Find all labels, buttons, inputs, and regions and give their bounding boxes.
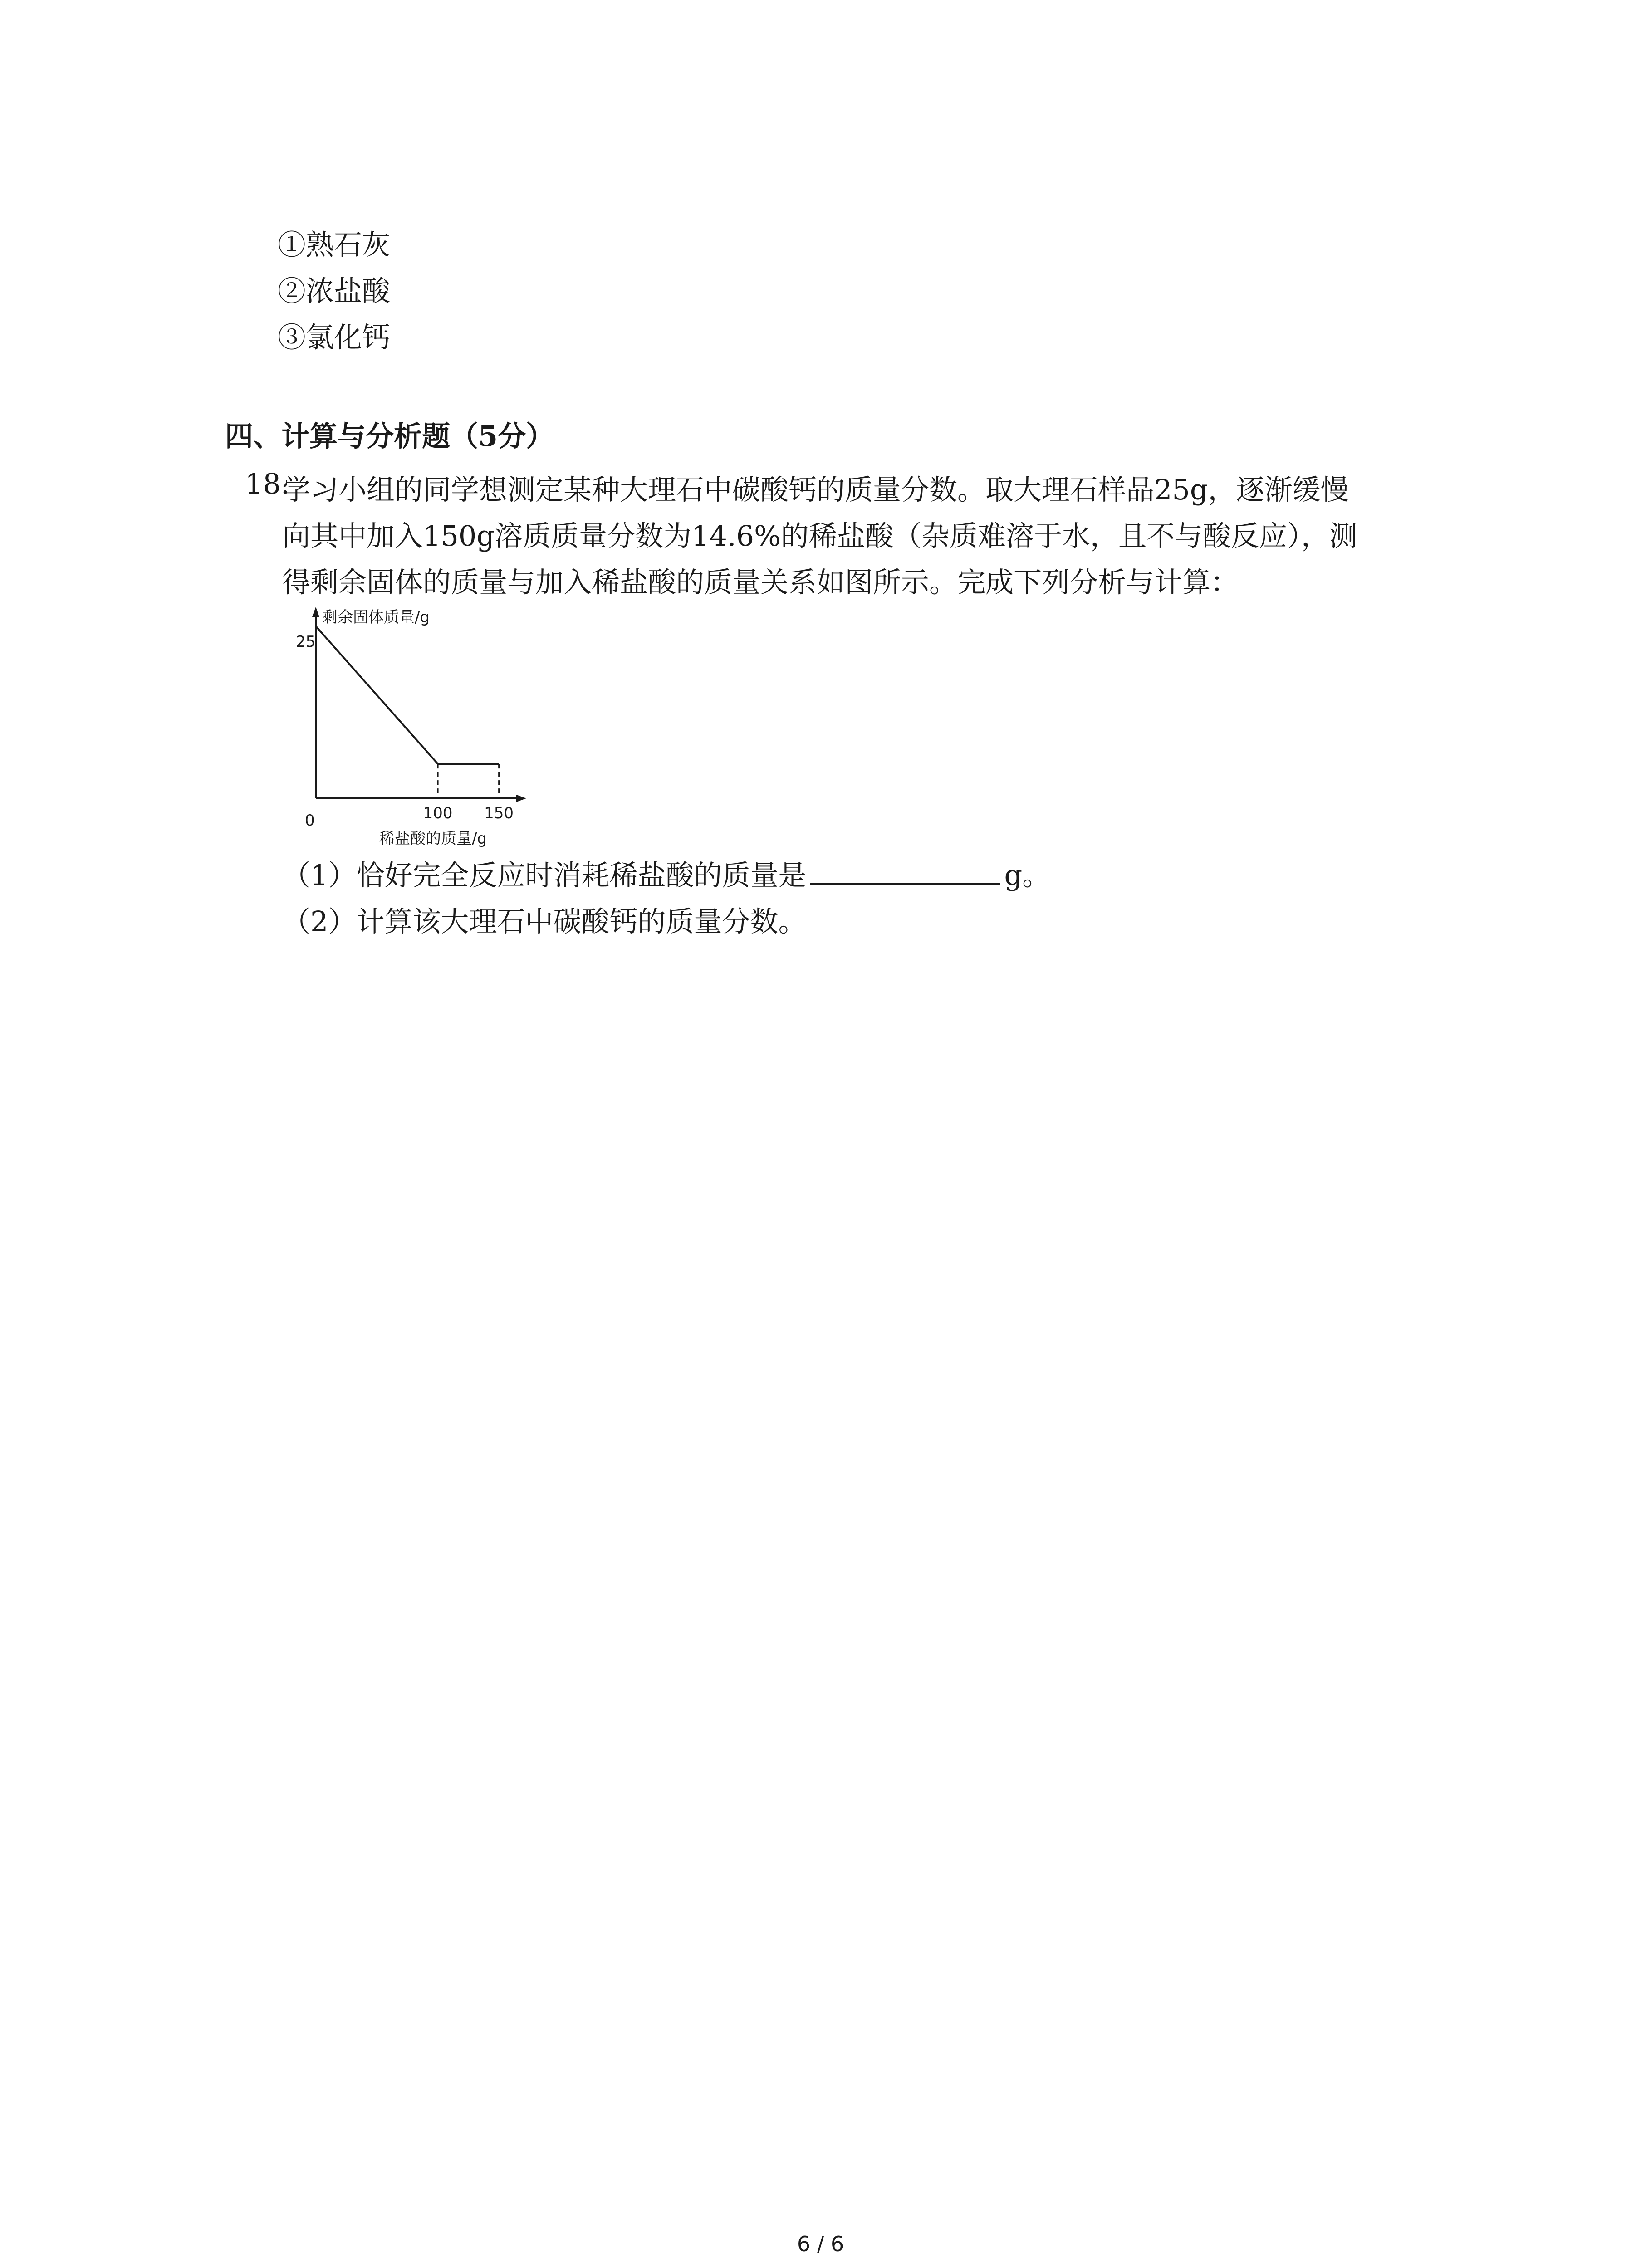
series-line (316, 626, 499, 764)
y-tick-label: 25 (296, 633, 316, 651)
question-line-1: 学习小组的同学想测定某种大理石中碳酸钙的质量分数。取大理石样品25g，逐渐缓慢 (282, 473, 1349, 506)
sub-question-1 (282, 853, 1050, 893)
origin-label: 0 (305, 811, 315, 830)
option-1: ①熟石灰 (278, 228, 391, 261)
question-number: 18. (245, 467, 290, 500)
section-title: 四、计算与分析题（5分） (225, 420, 554, 453)
x-axis-arrow (516, 795, 526, 802)
question-line-2: 向其中加入150g溶质质量分数为14.6%的稀盐酸（杂质难溶于水，且不与酸反应），测 (282, 519, 1357, 552)
sub-question-1-text: （1）恰好完全反应时消耗稀盐酸的质量是 (282, 859, 807, 892)
x-axis-label: 稀盐酸的质量/g (379, 830, 487, 848)
mass-chart (272, 599, 554, 853)
y-axis-label: 剩余固体质量/g (322, 608, 430, 626)
sub-question-1-unit: g。 (1004, 859, 1051, 892)
x-tick-label: 150 (484, 804, 514, 822)
page-number: 6 / 6 (797, 2232, 844, 2256)
question-line-3: 得剩余固体的质量与加入稀盐酸的质量关系如图所示。完成下列分析与计算： (282, 566, 1239, 599)
option-3: ③氯化钙 (278, 321, 391, 354)
answer-blank[interactable] (810, 860, 1000, 885)
option-2: ②浓盐酸 (278, 274, 391, 308)
y-axis-arrow (312, 607, 319, 617)
x-tick-label: 100 (423, 804, 453, 822)
sub-question-2: （2）计算该大理石中碳酸钙的质量分数。 (282, 905, 807, 938)
